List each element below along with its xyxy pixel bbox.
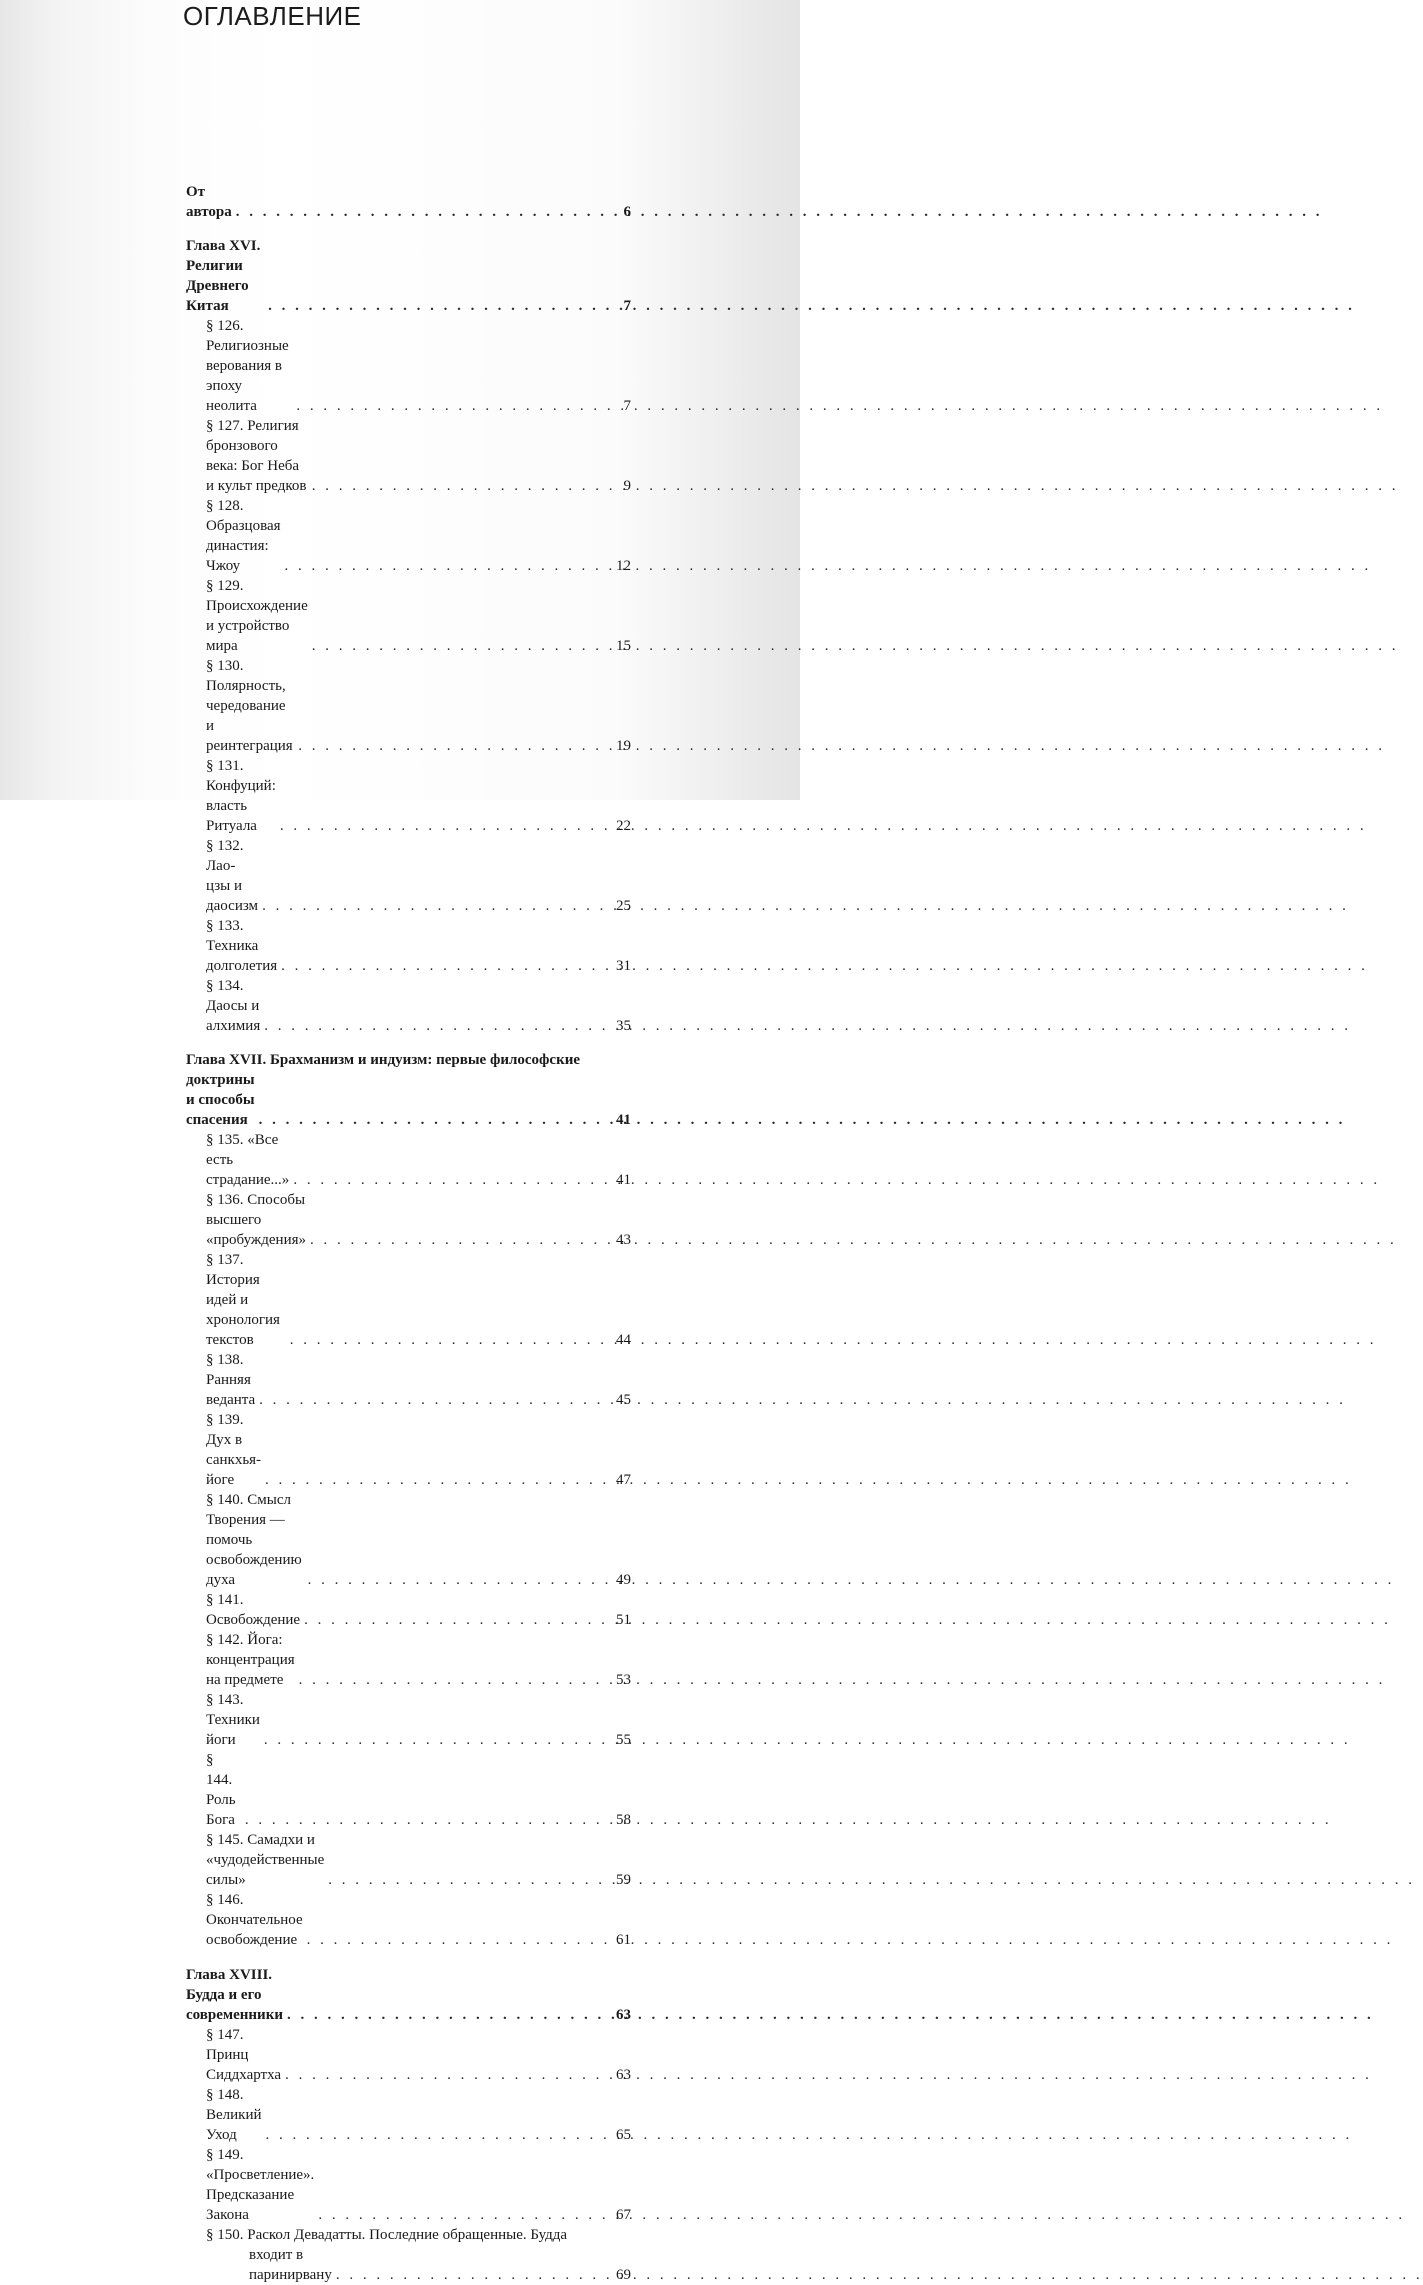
page-number: 53 bbox=[616, 1672, 631, 1688]
section-number: § 147. bbox=[206, 2027, 244, 2043]
toc-section[interactable] bbox=[186, 496, 631, 576]
page-number: 59 bbox=[616, 1872, 631, 1888]
page-number: 7 bbox=[623, 398, 631, 414]
section-number: § 132. bbox=[206, 838, 244, 854]
toc-section[interactable] bbox=[186, 1630, 631, 1690]
page-number: 22 bbox=[616, 818, 631, 834]
dot-leader bbox=[308, 1570, 611, 1590]
dot-leader bbox=[290, 1330, 611, 1350]
toc-section[interactable] bbox=[186, 2085, 631, 2145]
section-number: § 148. bbox=[206, 2087, 244, 2103]
toc-chapter-xvi[interactable] bbox=[186, 236, 631, 316]
dot-leader bbox=[281, 956, 611, 976]
section-number: § 131. bbox=[206, 758, 244, 774]
page-number: 15 bbox=[616, 638, 631, 654]
section-title: История идей и хронология текстов bbox=[206, 1272, 280, 1348]
dot-leader bbox=[304, 1610, 611, 1630]
toc-section[interactable] bbox=[186, 1830, 631, 1890]
section-title: «Просветление». Предсказание Закона bbox=[206, 2167, 315, 2223]
section-number: § 145. bbox=[206, 1832, 244, 1848]
toc-section[interactable] bbox=[186, 2225, 631, 2285]
dot-leader bbox=[296, 396, 611, 416]
page-heading: ОГЛАВЛЕНИЕ bbox=[183, 1, 362, 31]
section-number: § 130. bbox=[206, 658, 244, 674]
dot-leader bbox=[299, 1670, 611, 1690]
dot-leader bbox=[312, 476, 611, 496]
section-number: § 136. bbox=[206, 1192, 244, 1208]
page-number: 19 bbox=[616, 738, 631, 754]
dot-leader bbox=[259, 1110, 611, 1130]
page-number: 9 bbox=[623, 478, 631, 494]
toc-section[interactable] bbox=[186, 1250, 631, 1350]
dot-leader bbox=[265, 1470, 611, 1490]
section-number: § 126. bbox=[206, 318, 244, 334]
section-title: «Все есть страдание...» bbox=[206, 1132, 290, 1188]
page-number: 49 bbox=[616, 1572, 631, 1588]
dot-leader bbox=[287, 2005, 611, 2025]
dot-leader bbox=[336, 2265, 611, 2285]
chapter-title: Глава XVI. Религии Древнего Китая bbox=[186, 238, 261, 314]
section-number: § 128. bbox=[206, 498, 244, 514]
dot-leader bbox=[280, 816, 611, 836]
dot-leader bbox=[285, 556, 611, 576]
page-number: 55 bbox=[616, 1732, 631, 1748]
page-number: 63 bbox=[616, 2007, 631, 2023]
section-title-continued: входит в паринирвану bbox=[249, 2247, 332, 2283]
section-number: § 137. bbox=[206, 1252, 244, 1268]
section-title: Даосы и алхимия bbox=[206, 998, 261, 1034]
section-number: § 138. bbox=[206, 1352, 244, 1368]
section-title: Освобождение bbox=[206, 1612, 301, 1628]
table-of-contents bbox=[186, 182, 631, 2285]
section-number: § 142. bbox=[206, 1632, 244, 1648]
page-number: 67 bbox=[616, 2207, 631, 2223]
dot-leader bbox=[298, 736, 611, 756]
toc-section[interactable] bbox=[186, 316, 631, 416]
section-number: § 135. bbox=[206, 1132, 244, 1148]
section-number: § 144. bbox=[206, 1752, 233, 1788]
section-number: § 129. bbox=[206, 578, 244, 594]
toc-section[interactable] bbox=[186, 2025, 631, 2085]
dot-leader bbox=[262, 896, 611, 916]
section-title: Лао-цзы и даосизм bbox=[206, 858, 259, 914]
dot-leader bbox=[285, 2065, 611, 2085]
page-number: 69 bbox=[616, 2267, 631, 2283]
section-title: Техника долголетия bbox=[206, 938, 278, 974]
section-number: § 134. bbox=[206, 978, 244, 994]
toc-section[interactable] bbox=[186, 1890, 631, 1950]
dot-leader bbox=[264, 1730, 611, 1750]
toc-section[interactable] bbox=[186, 1590, 631, 1630]
dot-leader bbox=[310, 1230, 611, 1250]
page-number: 7 bbox=[623, 298, 631, 314]
page-number: 51 bbox=[616, 1612, 631, 1628]
section-title: Йога: концентрация на предмете bbox=[206, 1632, 295, 1688]
toc-section[interactable] bbox=[186, 1130, 631, 1190]
dot-leader bbox=[259, 1390, 611, 1410]
toc-section[interactable] bbox=[186, 1350, 631, 1410]
toc-section[interactable] bbox=[186, 1490, 631, 1590]
section-title: Полярность, чередование и реинтеграция bbox=[206, 678, 293, 754]
page-number: 35 bbox=[616, 1018, 631, 1034]
section-number: § 150. bbox=[206, 2227, 244, 2243]
toc-section[interactable] bbox=[186, 1690, 631, 1750]
toc-section[interactable] bbox=[186, 416, 631, 496]
page-number: 6 bbox=[623, 204, 631, 220]
section-title: Великий Уход bbox=[206, 2107, 262, 2143]
dot-leader bbox=[245, 1810, 611, 1830]
page-number: 47 bbox=[616, 1472, 631, 1488]
toc-section[interactable] bbox=[186, 1750, 631, 1830]
dot-leader bbox=[293, 1170, 611, 1190]
page-number: 31 bbox=[616, 958, 631, 974]
section-number: § 133. bbox=[206, 918, 244, 934]
section-title: Техники йоги bbox=[206, 1712, 260, 1748]
toc-section[interactable] bbox=[186, 656, 631, 756]
section-number: § 143. bbox=[206, 1692, 244, 1708]
section-title: Ранняя веданта bbox=[206, 1372, 256, 1408]
dot-leader bbox=[312, 636, 611, 656]
section-title: Смысл Творения — помочь освобождению духа bbox=[206, 1492, 302, 1588]
section-title: Происхождение и устройство мира bbox=[206, 598, 308, 654]
page-number: 45 bbox=[616, 1392, 631, 1408]
chapter-title: Глава XVII. Брахманизм и индуизм: первые философские bbox=[186, 1052, 581, 1068]
entry-title: От автора bbox=[186, 184, 232, 220]
page-number: 41 bbox=[616, 1172, 631, 1188]
page-number: 63 bbox=[616, 2067, 631, 2083]
chapter-title-continued: доктрины и способы спасения bbox=[186, 1072, 255, 1128]
section-title: Самадхи и «чудодейственные силы» bbox=[206, 1832, 325, 1888]
toc-entry-author[interactable] bbox=[186, 182, 631, 222]
section-number: § 146. bbox=[206, 1892, 244, 1908]
page-number: 44 bbox=[615, 1332, 631, 1348]
toc-chapter-xvii[interactable] bbox=[186, 1050, 631, 1130]
dot-leader bbox=[307, 1930, 611, 1950]
section-title: Способы высшего «пробуждения» bbox=[206, 1192, 306, 1248]
section-title: Конфуций: власть Ритуала bbox=[206, 778, 276, 834]
section-number: § 139. bbox=[206, 1412, 244, 1428]
dot-leader bbox=[266, 2125, 611, 2145]
page-number: 25 bbox=[616, 898, 631, 914]
section-title: Роль Бога bbox=[206, 1792, 236, 1828]
page-number: 61 bbox=[616, 1932, 631, 1948]
toc-section[interactable] bbox=[186, 2145, 631, 2225]
toc-section[interactable] bbox=[186, 1190, 631, 1250]
section-title: Образцовая династия: Чжоу bbox=[206, 518, 281, 574]
section-title: Дух в санкхья-йоге bbox=[206, 1432, 262, 1488]
toc-section[interactable] bbox=[186, 836, 631, 916]
section-number: § 127. bbox=[206, 418, 244, 434]
page-number: 65 bbox=[616, 2127, 631, 2143]
toc-section[interactable] bbox=[186, 756, 631, 836]
page-number: 12 bbox=[616, 558, 631, 574]
dot-leader bbox=[268, 296, 611, 316]
section-title: Религиозные верования в эпоху неолита bbox=[206, 338, 289, 414]
page-number: 58 bbox=[616, 1812, 631, 1828]
toc-section[interactable] bbox=[186, 1410, 631, 1490]
section-title: Принц Сиддхартха bbox=[206, 2047, 282, 2083]
section-number: § 140. bbox=[206, 1492, 244, 1508]
section-number: § 149. bbox=[206, 2147, 244, 2163]
dot-leader bbox=[264, 1016, 611, 1036]
toc-chapter-xviii[interactable] bbox=[186, 1965, 631, 2025]
dot-leader bbox=[328, 1870, 611, 1890]
page-number: 41 bbox=[616, 1112, 631, 1128]
dot-leader bbox=[236, 202, 611, 222]
section-number: § 141. bbox=[206, 1592, 244, 1608]
section-title: Религия бронзового века: Бог Неба и культ предков bbox=[206, 418, 307, 494]
page-number: 43 bbox=[616, 1232, 631, 1248]
section-title: Раскол Девадатты. Последние обращенные. Будда bbox=[247, 2227, 568, 2243]
chapter-title: Глава XVIII. Будда и его современники bbox=[186, 1967, 283, 2023]
section-title: Окончательное освобождение bbox=[206, 1912, 303, 1948]
toc-section[interactable] bbox=[186, 576, 631, 656]
dot-leader bbox=[318, 2205, 611, 2225]
toc-section[interactable] bbox=[186, 916, 631, 976]
toc-section[interactable] bbox=[186, 976, 631, 1036]
